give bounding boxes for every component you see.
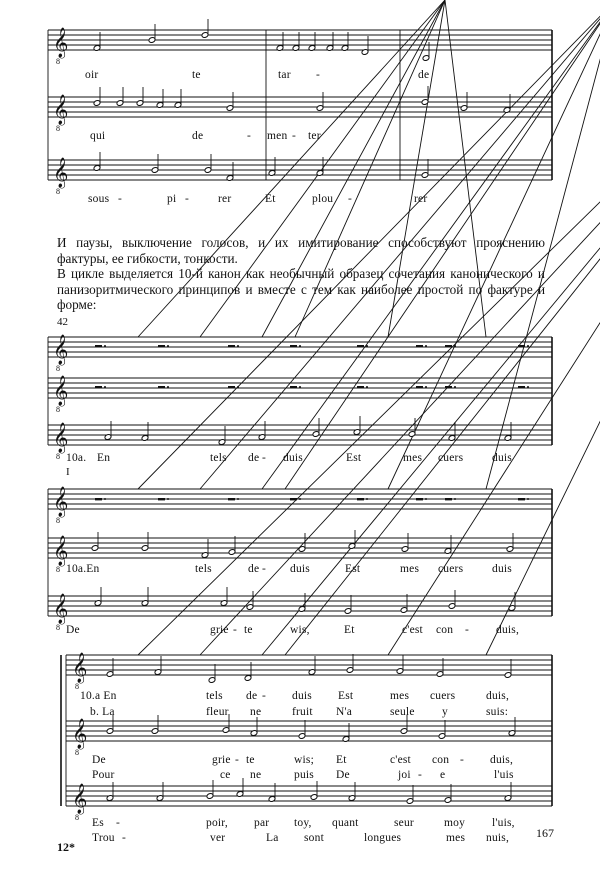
s4-lyric: 10.a En (80, 690, 117, 702)
s3-lyric: de (248, 563, 260, 575)
signature-mark: 12* (57, 840, 75, 854)
s1-lyric: sous (88, 193, 110, 205)
s4-lyric: b. La (90, 706, 115, 718)
s4-lyric: suis: (486, 706, 509, 718)
s4-lyric: y (442, 706, 448, 718)
s4-lyric: Est (338, 690, 354, 702)
s4-lyric: seur (394, 817, 414, 829)
s4-lyric: - (262, 690, 267, 702)
s4-lyric: De (92, 754, 106, 766)
s4-lyric: ver (210, 832, 226, 844)
s3-lyric: cuers (438, 563, 464, 575)
s4-lyric: e (440, 769, 446, 781)
s2-lyric: tels (210, 452, 227, 464)
s1-lyric: men (267, 130, 288, 142)
s3-lyric: 10a.En (66, 563, 100, 575)
s4-lyric: l'uis, (492, 817, 515, 829)
s4-lyric: de (246, 690, 258, 702)
s2-lyric: - (262, 452, 267, 464)
svg-text:𝄞: 𝄞 (72, 653, 88, 683)
s4-lyric: wis; (294, 754, 314, 766)
s4-lyric: c'est (390, 754, 411, 766)
svg-text:8: 8 (56, 452, 60, 461)
svg-text:8: 8 (56, 516, 60, 525)
s4-lyric: longues (364, 832, 402, 844)
s4-lyric: ne (250, 769, 262, 781)
s4-lyric: tels (206, 690, 223, 702)
s4-lyric: l'uis (494, 769, 514, 781)
s4-lyric: fleur (206, 706, 229, 718)
s3-lyric: c'est (402, 624, 423, 636)
s1-lyric: plou (312, 193, 334, 205)
s4-lyric: duis, (486, 690, 510, 702)
s4-lyric: puis (294, 769, 314, 781)
s3-lyric: Est (345, 563, 361, 575)
s4-lyric: - (116, 817, 121, 829)
s2-lyric: 10a. (66, 452, 87, 464)
svg-text:8: 8 (56, 364, 60, 373)
s4-lyric: Et (336, 754, 347, 766)
s4-lyric: mes (390, 690, 410, 702)
svg-text:8: 8 (75, 748, 79, 757)
s3-lyric: Et (344, 624, 355, 636)
s4-lyric: Es (92, 817, 104, 829)
svg-text:𝄞: 𝄞 (53, 335, 69, 365)
paragraph-2: В цикле выделяется 10-й канон как необычный образец сочетания канонического и панизоритмического принципов и вместе с тем как наиболее простой по фактуре и форме: (57, 266, 545, 312)
s1-lyric: oir (85, 69, 99, 81)
body-text (57, 235, 545, 313)
s4-lyric: Pour (92, 769, 115, 781)
s4-lyric: mes (446, 832, 466, 844)
s1-lyric: Et (265, 193, 276, 205)
s4-lyric: fruit (292, 706, 313, 718)
s1-lyric: qui (90, 130, 106, 142)
s4-lyric: moy (444, 817, 466, 829)
s1-lyric: rer (414, 193, 428, 205)
svg-text:8: 8 (56, 124, 60, 133)
s4-lyric: duis, (490, 754, 514, 766)
s4-lyric: nuis, (486, 832, 510, 844)
svg-text:8: 8 (56, 57, 60, 66)
svg-text:8: 8 (56, 187, 60, 196)
s3-lyric: duis (290, 563, 310, 575)
s3-lyric: duis (492, 563, 512, 575)
s4-lyric: te (246, 754, 255, 766)
s3-lyric: De (66, 624, 80, 636)
s1-lyric: - (247, 130, 252, 142)
svg-text:𝄞: 𝄞 (53, 158, 69, 188)
s4-lyric: N'a (336, 706, 353, 718)
s3-lyric: wis, (290, 624, 310, 636)
measure-number: 42 (57, 316, 68, 328)
s4-lyric: Trou (92, 832, 115, 844)
s1-lyric: - (316, 69, 321, 81)
s2-lyric: Est (346, 452, 362, 464)
s1-lyric: rer (218, 193, 232, 205)
s4-lyric: duis (292, 690, 312, 702)
s4-lyric: toy, (294, 817, 312, 829)
s4-lyric: quant (332, 817, 359, 829)
s3-lyric: mes (400, 563, 420, 575)
svg-text:8: 8 (56, 623, 60, 632)
s1-lyric: - (118, 193, 123, 205)
s1-lyric: ter (308, 130, 321, 142)
svg-text:𝄞: 𝄞 (53, 487, 69, 517)
svg-text:𝄞: 𝄞 (72, 784, 88, 814)
svg-text:𝄞: 𝄞 (53, 95, 69, 125)
svg-text:𝄞: 𝄞 (53, 594, 69, 624)
s4-lyric: par (254, 817, 270, 829)
s4-lyric: sont (304, 832, 324, 844)
svg-text:8: 8 (75, 813, 79, 822)
s3-lyric: con (436, 624, 454, 636)
page-number: 167 (536, 826, 554, 840)
s3-lyric: - (262, 563, 267, 575)
s4-lyric: cuers (430, 690, 456, 702)
s1-lyric: de (418, 69, 430, 81)
s4-lyric: con (432, 754, 450, 766)
s2-lyric: cuers (438, 452, 464, 464)
s4-lyric: grie (212, 754, 231, 766)
s3-lyric: - (465, 624, 470, 636)
s4-lyric: - (235, 754, 240, 766)
s3-lyric: te (244, 624, 253, 636)
s3-lyric: duis, (496, 624, 520, 636)
s4-lyric: joi (398, 769, 411, 781)
s1-lyric: de (192, 130, 204, 142)
s4-lyric: La (266, 832, 279, 844)
s4-lyric: - (460, 754, 465, 766)
s4-lyric: seule (390, 706, 415, 718)
s3-lyric: - (233, 624, 238, 636)
svg-text:𝄞: 𝄞 (53, 376, 69, 406)
s3-lyric: tels (195, 563, 212, 575)
s2-lyric: duis (283, 452, 303, 464)
s1-lyric: pi (167, 193, 177, 205)
s1-lyric: te (192, 69, 201, 81)
s4-lyric: - (418, 769, 423, 781)
s4-lyric: poir, (206, 817, 228, 829)
s4-lyric: ce (220, 769, 231, 781)
s2-lyric: de (248, 452, 260, 464)
svg-text:𝄞: 𝄞 (53, 536, 69, 566)
s1-lyric: tar (278, 69, 291, 81)
s2-lyric: mes (403, 452, 423, 464)
s4-lyric: - (122, 832, 127, 844)
paragraph-1: И паузы, выключение голосов, и их имитирование способствуют прояснению фактуры, ее гибкости, тонкости. (57, 235, 545, 266)
s2-lyric: En (97, 452, 111, 464)
s1-lyric: - (292, 130, 297, 142)
svg-text:8: 8 (56, 565, 60, 574)
s1-lyric: - (348, 193, 353, 205)
svg-text:𝄞: 𝄞 (72, 719, 88, 749)
svg-text:8: 8 (75, 682, 79, 691)
s4-lyric: ne (250, 706, 262, 718)
s3-lyric: grie (210, 624, 229, 636)
svg-text:𝄞: 𝄞 (53, 423, 69, 453)
svg-text:𝄞: 𝄞 (53, 28, 69, 58)
voice-label: I (66, 466, 70, 478)
s1-lyric: - (185, 193, 190, 205)
svg-text:8: 8 (56, 405, 60, 414)
s2-lyric: duis (492, 452, 512, 464)
s4-lyric: De (336, 769, 350, 781)
